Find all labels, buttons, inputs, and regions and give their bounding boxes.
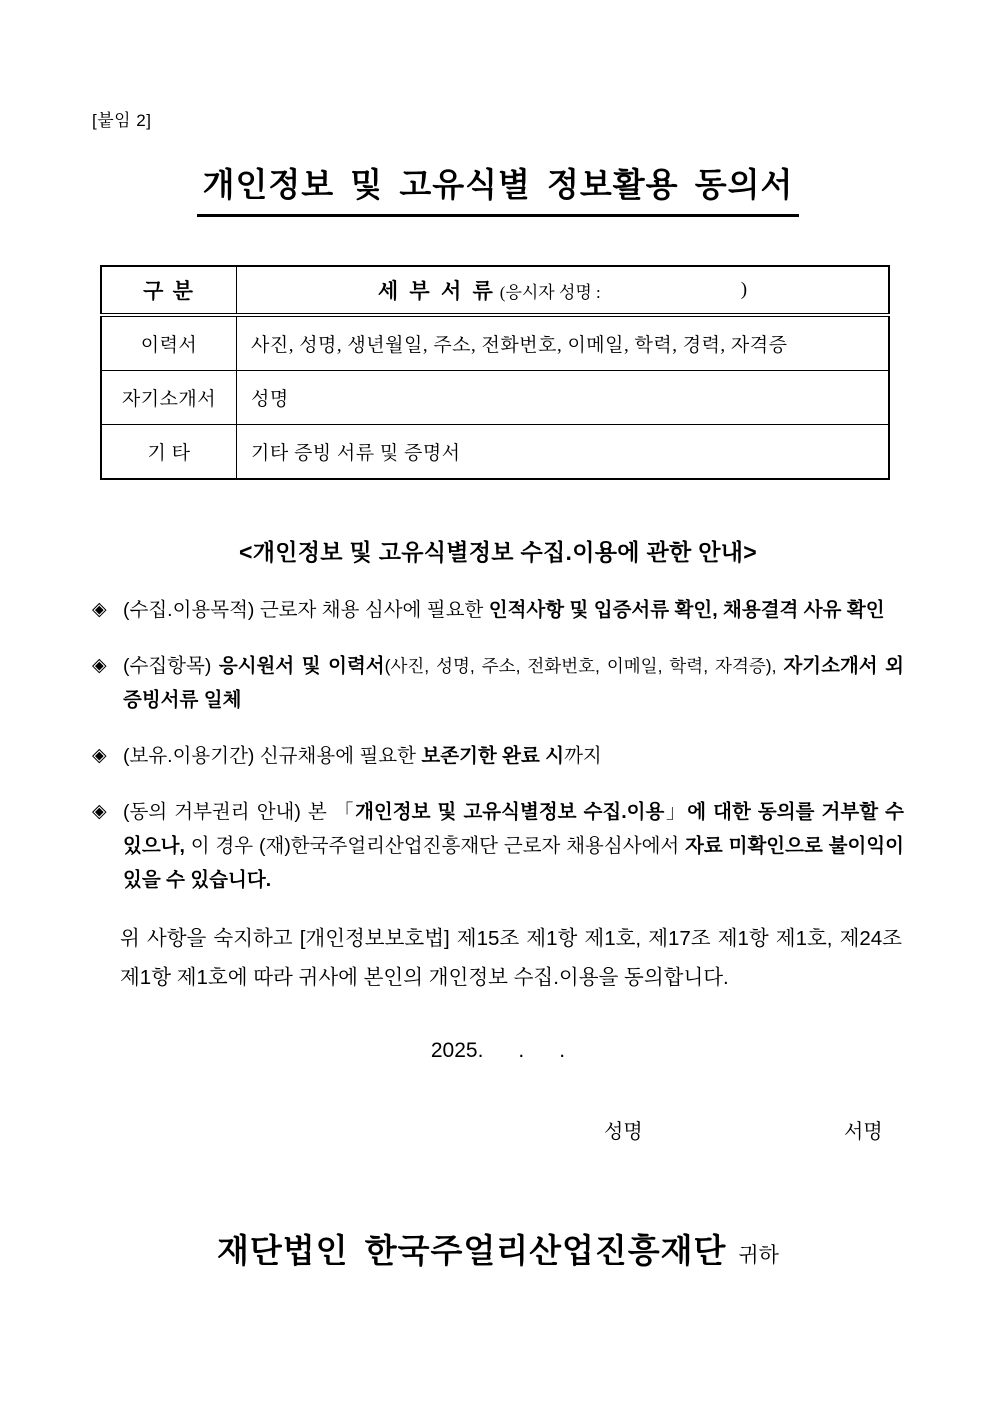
table-header-row bbox=[101, 266, 889, 315]
notice-section-heading: <개인정보 및 고유식별정보 수집.이용에 관한 안내> bbox=[239, 539, 757, 565]
notice-item-retention-bold: 보존기한 완료 시 bbox=[421, 745, 565, 767]
notice-item-refusal-bold1: 개인정보 및 고유식별정보 수집.이용 bbox=[355, 801, 665, 823]
table-row bbox=[101, 315, 889, 371]
notice-item-refusal-bold2: 에 대한 동의를 거부할 수 있으나, bbox=[123, 801, 904, 857]
organization-name: 재단법인 한국주얼리산업진흥재단 bbox=[217, 1232, 727, 1269]
date-line: 2025. . . bbox=[430, 1039, 566, 1062]
documents-header-content bbox=[238, 275, 887, 305]
notice-item-collected-detail: (사진, 성명, 주소, 전화번호, 이메일, 학력, 자격증), bbox=[384, 656, 784, 676]
corner-bracket-close: 」 bbox=[664, 801, 688, 823]
paren-close: ) bbox=[740, 279, 748, 300]
consent-paragraph: 위 사항을 숙지하고 [개인정보보호법] 제15조 제1항 제1호, 제17조 제1항 제1호, 제24조 제1항 제1호에 따라 귀사에 본인의 개인정보 수집.이용을 동의합니다. bbox=[120, 927, 902, 989]
row-value-self-introduction: 성명 bbox=[237, 371, 890, 425]
table-row bbox=[101, 371, 889, 425]
attachment-label: [붙임 2] bbox=[92, 111, 152, 130]
diamond-bullet-icon: ◈ bbox=[92, 599, 107, 620]
column-header-documents bbox=[237, 266, 890, 315]
row-value-resume: 사진, 성명, 생년월일, 주소, 전화번호, 이메일, 학력, 경력, 자격증 bbox=[237, 315, 890, 371]
notice-item-retention-period bbox=[92, 739, 904, 773]
notice-item-purpose-bold: 인적사항 및 입증서류 확인, 채용결격 사유 확인 bbox=[488, 599, 885, 621]
column-header-category: 구 분 bbox=[101, 266, 237, 315]
row-label-resume: 이력서 bbox=[101, 315, 237, 371]
row-label-self-introduction: 자기소개서 bbox=[101, 371, 237, 425]
notice-item-collected-bold2: 자기소개서 외 증빙서류 일체 bbox=[123, 655, 904, 711]
notice-item-collected-items bbox=[92, 649, 904, 717]
diamond-bullet-icon: ◈ bbox=[92, 801, 107, 822]
notice-item-refusal-bold3: 자료 미확인으로 불이익이 있을 수 있습니다. bbox=[123, 835, 904, 891]
notice-item-refusal-mid: 이 경우 (재)한국주얼리산업진흥재단 근로자 채용심사에서 bbox=[184, 835, 686, 857]
row-value-other: 기타 증빙 서류 및 증명서 bbox=[237, 425, 890, 480]
signature-label: 서명 bbox=[844, 1121, 883, 1143]
honorific-label: 귀하 bbox=[738, 1244, 779, 1267]
name-label: 성명 bbox=[604, 1121, 643, 1143]
notice-item-refusal-pre: (동의 거부권리 안내) 본 bbox=[123, 801, 334, 823]
notice-item-retention-pre: (보유.이용기간) 신규채용에 필요한 bbox=[123, 745, 422, 767]
documents-table bbox=[100, 265, 890, 480]
page-title: 개인정보 및 고유식별 정보활용 동의서 bbox=[197, 159, 800, 217]
notice-item-purpose-text: (수집.이용목적) 근로자 채용 심사에 필요한 bbox=[123, 599, 489, 621]
applicant-name-label: (응시자 성명 : bbox=[499, 282, 601, 302]
footer-addressee bbox=[92, 1225, 904, 1272]
diamond-bullet-icon: ◈ bbox=[92, 745, 107, 766]
documents-header-label: 세 부 서 류 bbox=[377, 279, 496, 303]
title-wrap bbox=[92, 159, 904, 217]
notice-item-refusal-right bbox=[92, 795, 904, 897]
notice-bullet-list bbox=[92, 593, 904, 897]
row-label-other: 기 타 bbox=[101, 425, 237, 480]
corner-bracket-open: 「 bbox=[333, 801, 356, 823]
notice-item-retention-post: 까지 bbox=[564, 745, 602, 767]
signature-line bbox=[92, 1115, 904, 1145]
notice-item-collected-bold1: 응시원서 및 이력서 bbox=[218, 655, 385, 677]
diamond-bullet-icon: ◈ bbox=[92, 655, 107, 676]
table-row bbox=[101, 425, 889, 480]
notice-item-collected-pre: (수집항목) bbox=[123, 655, 219, 677]
notice-item-purpose bbox=[92, 593, 904, 627]
